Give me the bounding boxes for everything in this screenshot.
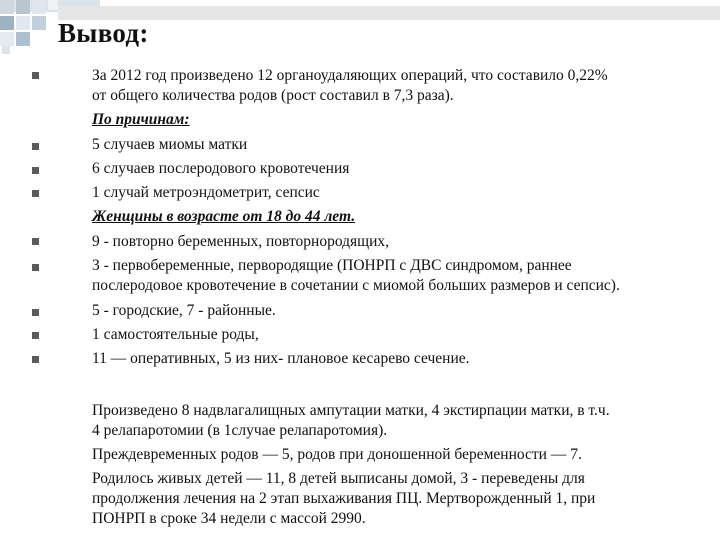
slide-title: Вывод:	[58, 18, 149, 48]
bullet-text: 9 - повторно беременных, повторнородящих,	[92, 233, 390, 250]
heading-women: Женщины в возрасте от 18 до 44 лет.	[92, 208, 356, 225]
paragraph-text: Преждевременных родов — 5, родов при доношенной беременности — 7.	[92, 446, 582, 463]
paragraph-text: Родилось живых детей — 11, 8 детей выписаны домой, 3 - переведены для	[92, 470, 585, 487]
paragraph-text: ПОНРП в сроке 34 недели с массой 2990.	[92, 510, 366, 527]
bullet-text: 5 - городские, 7 - районные.	[92, 302, 276, 319]
bullet-text: послеродовое кровотечение в сочетании с миомой больших размеров и сепсис).	[92, 277, 620, 294]
heading-reasons: По причинам:	[92, 111, 190, 128]
paragraph-text: 4 релапаротомии (в 1случае релапаротомия).	[92, 422, 388, 439]
bullet-text: 5 случаев миомы матки	[92, 136, 248, 153]
bullet-text: 6 случаев послеродового кровотечения	[92, 160, 350, 177]
bullet-marker	[32, 332, 39, 339]
bullet-marker	[32, 143, 39, 150]
bullet-marker	[32, 190, 39, 197]
paragraph-text: Произведено 8 надвлагалищных ампутации матки, 4 экстирпации матки, в т.ч.	[92, 402, 610, 419]
bullet-text: 1 самостоятельные роды,	[92, 326, 259, 343]
bullet-marker	[32, 167, 39, 174]
bullet-text: За 2012 год произведено 12 органоудаляющих операций, что составило 0,22%	[92, 67, 608, 84]
paragraph-text: продолжения лечения на 2 этап выхаживания ПЦ. Мертворожденный 1, при	[92, 490, 596, 507]
bullet-marker	[32, 356, 39, 363]
bullet-text: 1 случай метроэндометрит, сепсис	[92, 184, 320, 201]
bullet-text: от общего количества родов (рост составил в 7,3 раза).	[92, 87, 454, 104]
bullet-text: 3 - первобеременные, первородящие (ПОНРП с ДВС синдромом, раннее	[92, 257, 572, 274]
bullet-marker	[32, 238, 39, 245]
bullet-marker	[32, 264, 39, 271]
bullet-marker	[32, 72, 39, 79]
bullet-text: 11 — оперативных, 5 из них- плановое кесарево сечение.	[92, 350, 470, 367]
bullet-marker	[32, 309, 39, 316]
